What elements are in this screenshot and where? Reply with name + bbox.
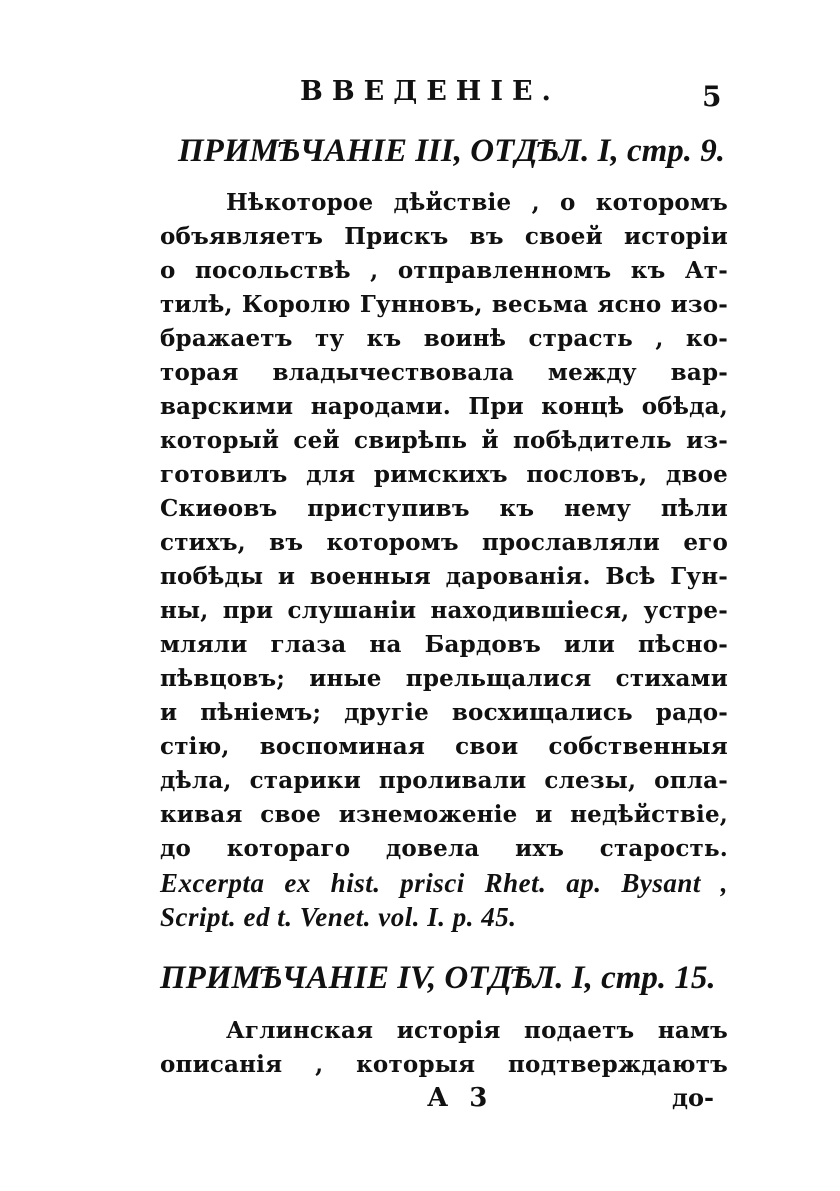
note-4-body	[160, 1014, 728, 1082]
text-line: стію, воспоминая свои собственныя	[160, 733, 728, 760]
text-line: варскими народами. При концѣ обѣда,	[160, 393, 728, 420]
text-line: ны, при слушаніи находившіеся, устре-	[160, 597, 728, 624]
text-line: Аглинская исторія подаетъ намъ	[226, 1017, 728, 1044]
text-line: кивая свое изнеможеніе и недѣйствіе,	[160, 801, 728, 828]
text-line: Нѣкоторое дѣйствіе , о которомъ	[226, 189, 728, 216]
text-line: пѣвцовъ; иные прельщалися стихами	[160, 665, 728, 692]
text-line: торая владычествовала между вар-	[160, 359, 728, 386]
catchword: до-	[672, 1083, 714, 1112]
text-line: бражаетъ ту къ воинѣ страсть , ко-	[160, 325, 728, 352]
text-line: который сей свирѣпь й побѣдитель из-	[160, 427, 728, 454]
text-line: готовилъ для римскихъ пословъ, двое	[160, 461, 728, 488]
text-line: объявляетъ Прискъ въ своей исторіи	[160, 223, 728, 250]
text-line: дѣла, старики проливали слезы, опла-	[160, 767, 728, 794]
note-3-heading: ПРИМѢЧАНІЕ III, ОТДѢЛ. I, стр. 9.	[178, 133, 726, 169]
text-line: тилѣ, Королю Гунновъ, весьма ясно изо-	[160, 291, 728, 318]
citation-line: Script. ed t. Venet. vol. I. p. 45.	[160, 902, 517, 932]
note-4-heading: ПРИМѢЧАНІЕ IV, ОТДѢЛ. I, стр. 15.	[160, 960, 716, 996]
text-line: о посольствѣ , отправленномъ къ Ат-	[160, 257, 728, 284]
text-line: стихъ, въ которомъ прославляли его	[160, 529, 728, 556]
page-number: 5	[702, 80, 722, 113]
text-line: побѣды и военныя дарованія. Всѣ Гун-	[160, 563, 728, 590]
text-line: Скиѳовъ приступивъ къ нему пѣли	[160, 495, 728, 522]
note-3-body	[160, 186, 728, 934]
text-line: и пѣніемъ; другіе восхищались радо-	[160, 699, 728, 726]
text-line: описанія , которыя подтверждаютъ	[160, 1051, 728, 1078]
signature-mark: А 3	[427, 1083, 494, 1113]
citation-line: Excerpta ex hist. prisci Rhet. ap. Bysant ,	[160, 868, 728, 898]
running-head: ВВЕДЕНІЕ.	[300, 76, 560, 107]
text-line: до котораго довела ихъ старость.	[160, 835, 728, 862]
text-line: мляли глаза на Бардовъ или пѣсно-	[160, 631, 728, 658]
